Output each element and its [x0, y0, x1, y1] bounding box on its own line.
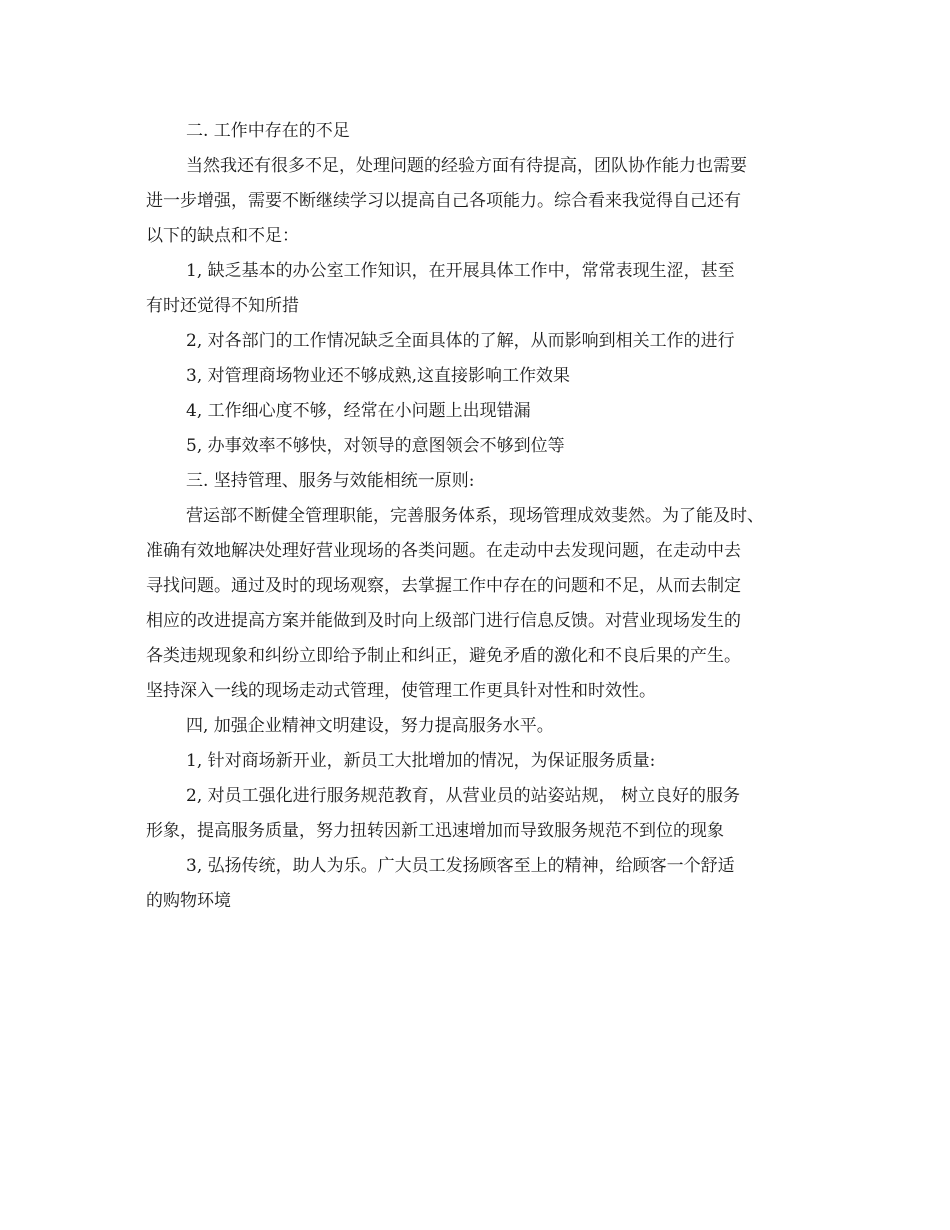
list-item: 3, 对管理商场物业还不够成熟,这直接影响工作效果 — [186, 366, 571, 386]
paragraph-line: 各类违规现象和纠纷立即给予制止和纠正，避免矛盾的激化和不良后果的产生。 — [146, 646, 741, 666]
list-item-continuation: 形象，提高服务质量，努力扭转因新工迅速增加而导致服务规范不到位的现象 — [146, 821, 724, 841]
paragraph-line: 准确有效地解决处理好营业现场的各类问题。在走动中去发现问题，在走动中去 — [146, 541, 741, 561]
list-item-continuation: 的购物环境 — [146, 891, 231, 911]
list-item: 4, 工作细心度不够，经常在小问题上出现错漏 — [186, 401, 531, 421]
section-heading-4: 四, 加强企业精神文明建设，努力提高服务水平。 — [186, 716, 554, 736]
paragraph-line: 当然我还有很多不足，处理问题的经验方面有待提高，团队协作能力也需要 — [186, 156, 747, 176]
list-item: 2, 对员工强化进行服务规范教育，从营业员的站姿站规， 树立良好的服务 — [186, 786, 741, 806]
list-item: 1, 针对商场新开业，新员工大批增加的情况，为保证服务质量: — [186, 751, 656, 771]
document-body — [146, 114, 811, 919]
paragraph-line: 以下的缺点和不足： — [146, 226, 299, 246]
paragraph-line: 寻找问题。通过及时的现场观察，去掌握工作中存在的问题和不足，从而去制定 — [146, 576, 741, 596]
list-item: 5, 办事效率不够快，对领导的意图领会不够到位等 — [186, 436, 565, 456]
section-heading-3: 三. 坚持管理、服务与效能相统一原则: — [186, 471, 475, 491]
list-item: 2, 对各部门的工作情况缺乏全面具体的了解，从而影响到相关工作的进行 — [186, 331, 735, 351]
list-item: 3, 弘扬传统，助人为乐。广大员工发扬顾客至上的精神，给顾客一个舒适 — [186, 856, 735, 876]
paragraph-line: 相应的改进提高方案并能做到及时向上级部门进行信息反馈。对营业现场发生的 — [146, 611, 741, 631]
paragraph-line: 营运部不断健全管理职能，完善服务体系，现场管理成效斐然。为了能及时、 — [186, 506, 764, 526]
paragraph-line: 进一步增强，需要不断继续学习以提高自己各项能力。综合看来我觉得自己还有 — [146, 191, 741, 211]
list-item-continuation: 有时还觉得不知所措 — [146, 296, 299, 316]
paragraph-line: 坚持深入一线的现场走动式管理，使管理工作更具针对性和时效性。 — [146, 681, 656, 701]
section-heading-2: 二. 工作中存在的不足 — [186, 121, 350, 141]
list-item: 1, 缺乏基本的办公室工作知识，在开展具体工作中，常常表现生涩，甚至 — [186, 261, 735, 281]
